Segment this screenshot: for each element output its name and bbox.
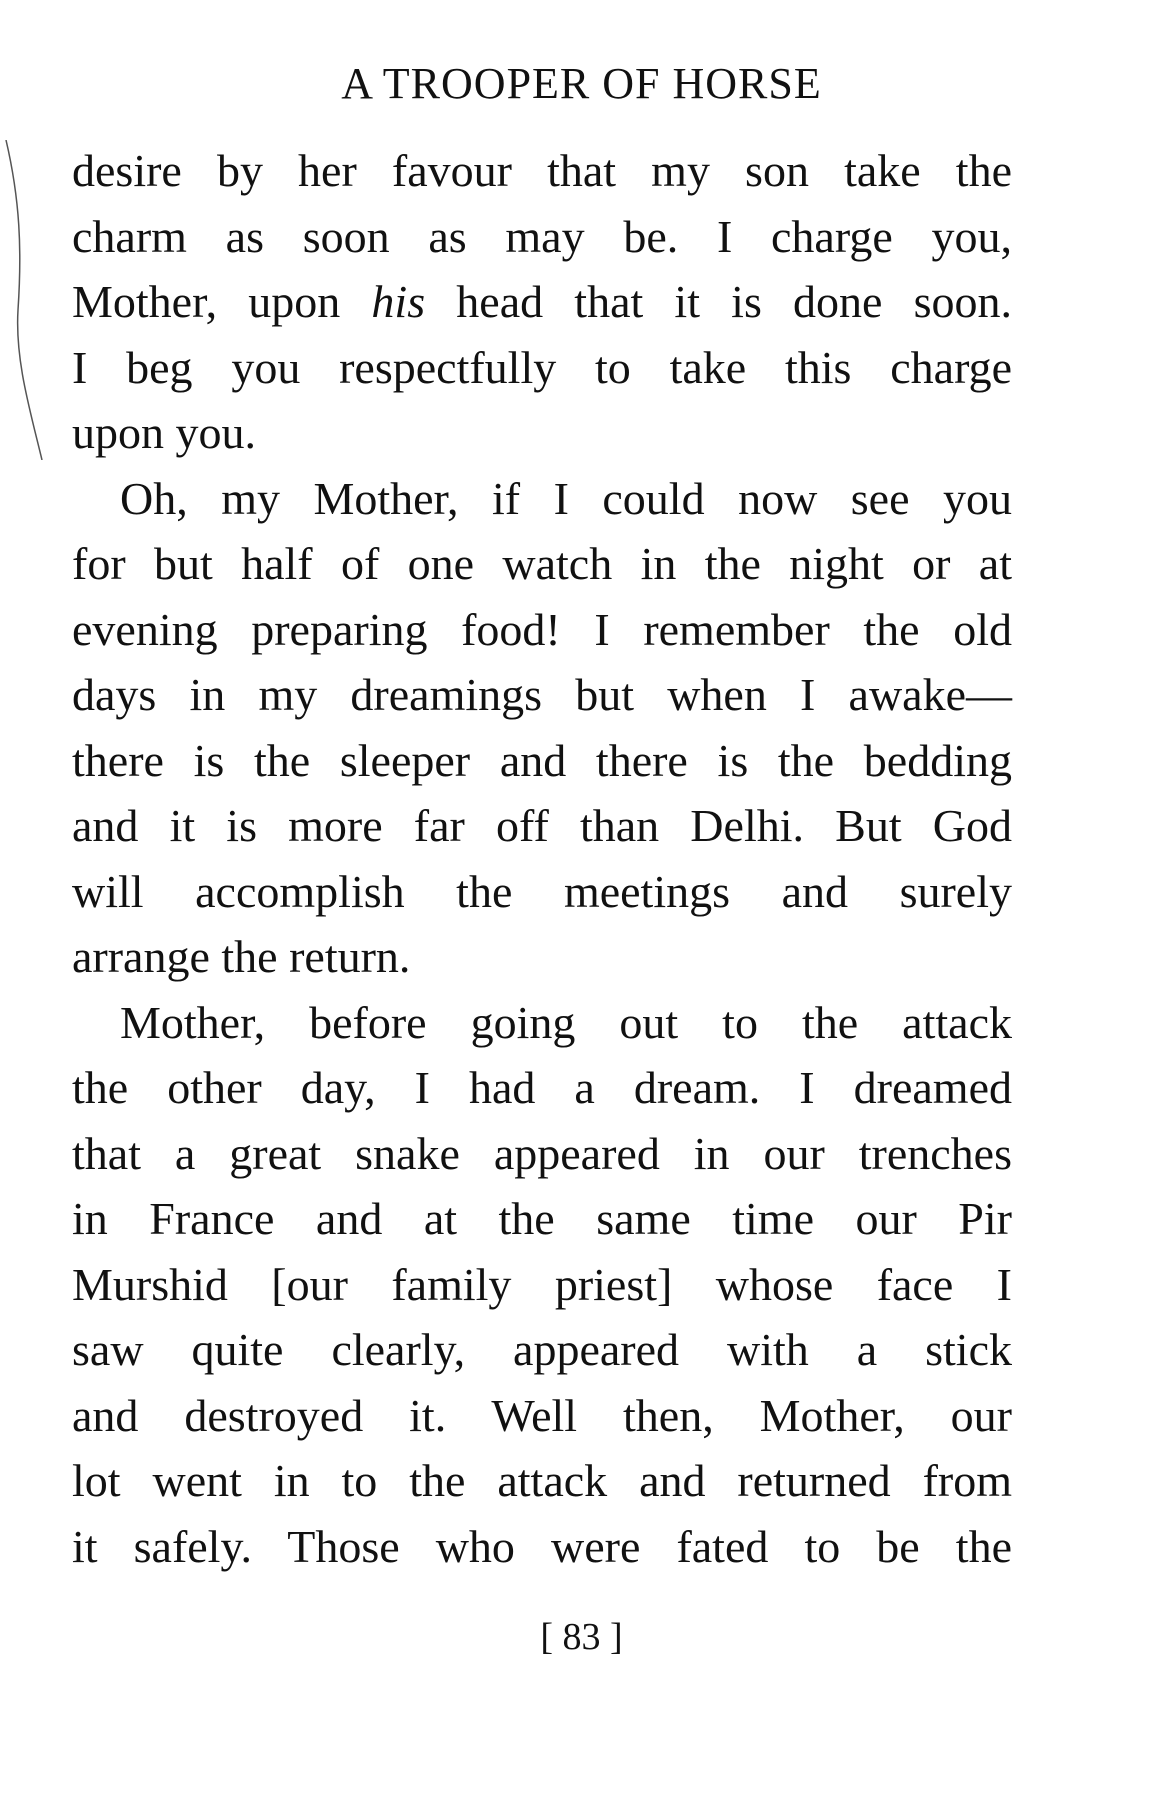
text-line: the other day, I had a dream. I dreamed (72, 1062, 1012, 1113)
text-line: Oh, my Mother, if I could now see you (120, 472, 1012, 524)
text-line: and destroyed it. Well then, Mother, our (72, 1389, 1012, 1441)
text-line: there is the sleeper and there is the bedding (72, 734, 1012, 786)
margin-pencil-mark (0, 140, 60, 460)
text-line: Mother, upon his head that it is done soon. (72, 276, 1013, 327)
text-line: will accomplish the meetings and surely (72, 865, 1012, 917)
page-number: [ 83 ] (540, 1616, 623, 1658)
text-line: desire by her favour that my son take the (72, 145, 1012, 196)
text-line: Murshid [our family priest] whose face I (72, 1258, 1012, 1310)
text-line: lot went in to the attack and returned from (72, 1455, 1012, 1506)
emphasis: his (371, 276, 426, 327)
body-text (72, 138, 1012, 1579)
text-line: and it is more far off than Delhi. But God (72, 800, 1012, 851)
text-line: days in my dreamings but when I awake— (72, 669, 1012, 720)
text-line: that a great snake appeared in our trenches (72, 1127, 1012, 1179)
paragraph (72, 990, 1012, 1580)
text-line: I beg you respectfully to take this charge (72, 341, 1012, 393)
text-line: saw quite clearly, appeared with a stick (72, 1324, 1012, 1375)
text-line: evening preparing food! I remember the old (72, 603, 1012, 655)
text-line: it safely. Those who were fated to be the (72, 1520, 1012, 1572)
paragraph (72, 138, 1012, 466)
text-line: for but half of one watch in the night or at (72, 538, 1012, 589)
text-line: upon you. (72, 407, 256, 458)
text-line: charm as soon as may be. I charge you, (72, 210, 1012, 262)
text-line: Mother, before going out to the attack (120, 996, 1012, 1048)
text-line: arrange the return. (72, 931, 411, 982)
text-line: in France and at the same time our Pir (72, 1193, 1012, 1244)
paragraph (72, 466, 1012, 990)
running-head: A TROOPER OF HORSE (341, 59, 822, 108)
